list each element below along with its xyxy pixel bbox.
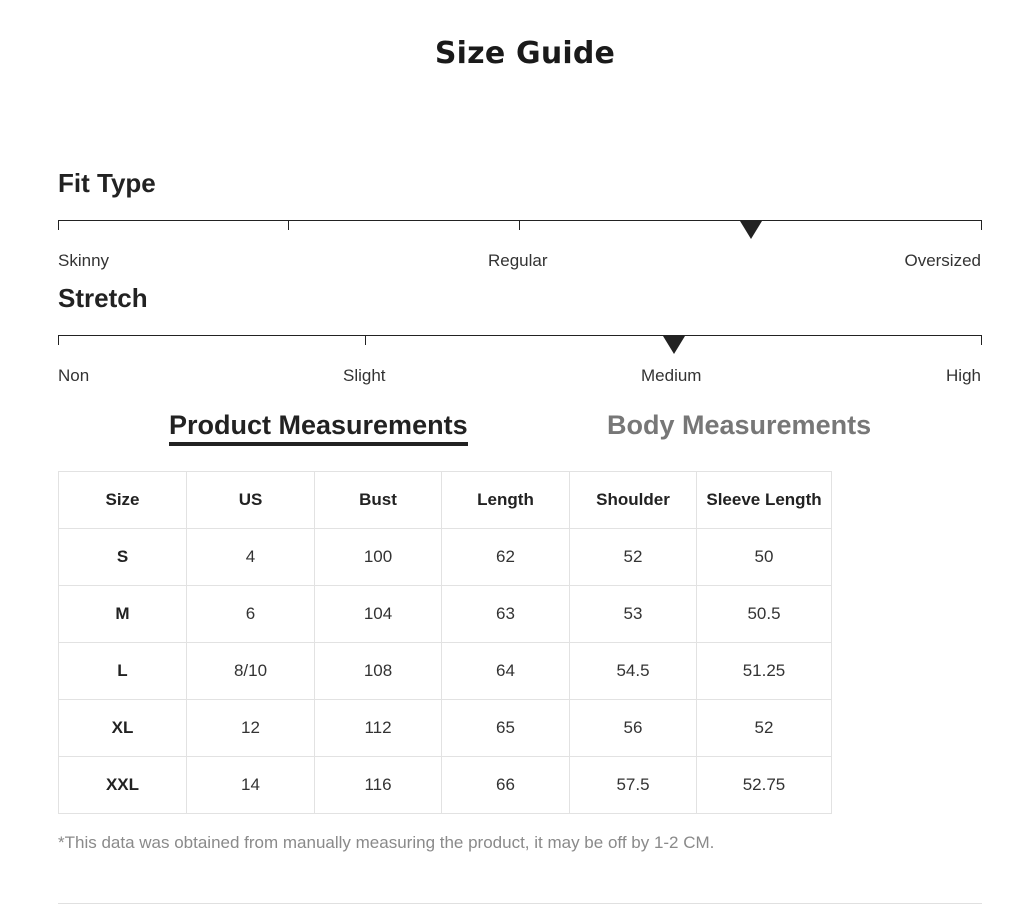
table-cell-size: XL (59, 700, 187, 757)
column-header-size: Size (59, 472, 187, 529)
table-cell: 54.5 (570, 643, 697, 700)
table-cell: 64 (442, 643, 570, 700)
stretch-tick (981, 335, 982, 345)
stretch-label-medium: Medium (641, 366, 702, 385)
table-cell: 4 (187, 529, 315, 586)
column-header-sleeve-length: Sleeve Length (697, 472, 832, 529)
table-row (59, 757, 832, 814)
table-cell: 100 (315, 529, 442, 586)
column-header-shoulder: Shoulder (570, 472, 697, 529)
table-header-row (59, 472, 832, 529)
table-cell: 6 (187, 586, 315, 643)
table-cell: 57.5 (570, 757, 697, 814)
column-header-us: US (187, 472, 315, 529)
stretch-tick (58, 335, 59, 345)
table-cell: 53 (570, 586, 697, 643)
fit-type-heading: Fit Type (58, 168, 156, 198)
stretch-scale (58, 335, 982, 355)
table-row (59, 643, 832, 700)
table-cell: 52 (697, 700, 832, 757)
tab-body-measurements[interactable]: Body Measurements (607, 410, 872, 440)
fit-type-tick (58, 220, 59, 230)
fit-type-tick (981, 220, 982, 230)
column-header-bust: Bust (315, 472, 442, 529)
stretch-scale-line (58, 335, 982, 336)
table-cell: 65 (442, 700, 570, 757)
stretch-label-high: High (946, 366, 981, 385)
table-cell: 14 (187, 757, 315, 814)
column-header-length: Length (442, 472, 570, 529)
fit-type-label-oversized: Oversized (904, 251, 981, 270)
stretch-label-slight: Slight (343, 366, 386, 385)
table-cell: 112 (315, 700, 442, 757)
divider (58, 903, 982, 904)
fit-type-scale-line (58, 220, 982, 221)
table-cell: 8/10 (187, 643, 315, 700)
table-cell-size: XXL (59, 757, 187, 814)
table-cell: 51.25 (697, 643, 832, 700)
measurements-table (58, 471, 832, 814)
table-cell: 63 (442, 586, 570, 643)
stretch-heading: Stretch (58, 283, 148, 313)
stretch-tick (365, 335, 366, 345)
table-cell: 56 (570, 700, 697, 757)
table-cell: 116 (315, 757, 442, 814)
stretch-marker-icon (663, 336, 685, 354)
table-cell: 104 (315, 586, 442, 643)
table-cell: 52 (570, 529, 697, 586)
table-cell-size: M (59, 586, 187, 643)
table-cell: 12 (187, 700, 315, 757)
fit-type-tick (519, 220, 520, 230)
table-cell: 50.5 (697, 586, 832, 643)
table-row (59, 529, 832, 586)
fit-type-scale (58, 220, 982, 240)
table-cell: 62 (442, 529, 570, 586)
stretch-label-non: Non (58, 366, 90, 385)
fit-type-tick (288, 220, 289, 230)
table-cell: 52.75 (697, 757, 832, 814)
tab-product-measurements[interactable]: Product Measurements (169, 410, 468, 446)
fit-type-label-skinny: Skinny (58, 251, 110, 270)
table-cell: 108 (315, 643, 442, 700)
measurement-note: *This data was obtained from manually measuring the product, it may be off by 1-2 CM. (58, 833, 715, 852)
page-title: Size Guide (434, 36, 616, 71)
fit-type-marker-icon (740, 221, 762, 239)
table-row (59, 700, 832, 757)
table-row (59, 586, 832, 643)
fit-type-label-regular: Regular (488, 251, 548, 270)
table-cell-size: L (59, 643, 187, 700)
table-cell-size: S (59, 529, 187, 586)
table-cell: 66 (442, 757, 570, 814)
table-cell: 50 (697, 529, 832, 586)
